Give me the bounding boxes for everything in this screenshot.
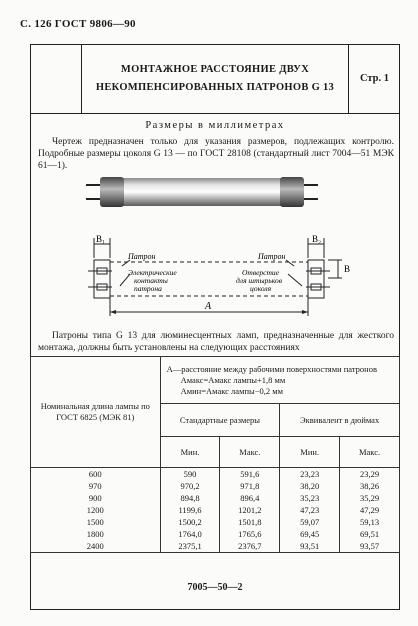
- table-cell: 59,07: [280, 516, 340, 528]
- inch-equiv-header: Эквивалент в дюймах: [280, 404, 400, 437]
- table-row: [31, 516, 400, 528]
- table-cell: 1200: [31, 504, 161, 516]
- b-label: B: [344, 264, 351, 274]
- table-cell: 69,51: [340, 528, 400, 540]
- table-cell: 38,26: [340, 480, 400, 492]
- table-cell: 591,6: [220, 468, 280, 481]
- b2-label: B₂: [312, 234, 322, 244]
- title-left-cell: [30, 44, 82, 113]
- hole-label-2: для штырьков: [236, 276, 282, 285]
- table-cell: 59,13: [340, 516, 400, 528]
- table-cell: 2376,7: [220, 540, 280, 553]
- max-inch-header: Макс.: [340, 437, 400, 468]
- table-cell: 590: [160, 468, 220, 481]
- contacts-label-3: патрона: [134, 284, 162, 293]
- dimensions-subtitle: Размеры в миллиметрах: [145, 120, 285, 131]
- min-header: Мин.: [160, 437, 220, 468]
- table-cell: 35,23: [280, 492, 340, 504]
- table-cell: 894,8: [160, 492, 220, 504]
- table-cell: 896,4: [220, 492, 280, 504]
- a-desc-line-3: Aмин=Aмакс лампы−0,2 мм: [180, 385, 284, 396]
- table-row: [31, 468, 400, 481]
- table-cell: 35,29: [340, 492, 400, 504]
- table-cell: 23,29: [340, 468, 400, 481]
- table-cell: 1764,0: [160, 528, 220, 540]
- table-header-row-1: [31, 357, 400, 404]
- lamp-right-cap: [280, 177, 318, 207]
- a-desc-line-2: Aмакс=Aмакс лампы+1,8 мм: [180, 374, 286, 385]
- patron-left-label: Патрон: [128, 252, 156, 261]
- table-cell: 69,45: [280, 528, 340, 540]
- min-inch-header: Мин.: [280, 437, 340, 468]
- a-description: [160, 357, 399, 404]
- left-holder: [88, 260, 112, 298]
- table-row: [31, 540, 400, 553]
- a-label: A: [205, 301, 212, 312]
- hole-label-3: цоколя: [250, 284, 272, 293]
- table-cell: 1500: [31, 516, 161, 528]
- table-cell: 970,2: [160, 480, 220, 492]
- table-cell: 1500,2: [160, 516, 220, 528]
- contacts-label-2: контакты: [134, 276, 168, 285]
- mounting-paragraph: Патроны типа G 13 для люминесцентных ламп, предназначенные для жесткого монтажа, должны быть установлены на следующих расстояниях: [38, 331, 394, 353]
- table-cell: 900: [31, 492, 161, 504]
- title-line-2: НЕКОМПЕНСИРОВАННЫХ ПАТРОНОВ G 13: [95, 81, 335, 93]
- table-row: [31, 492, 400, 504]
- hole-label-1: Отверстие: [242, 268, 279, 277]
- table-cell: 2375,1: [160, 540, 220, 553]
- table-row: [31, 504, 400, 516]
- table-cell: 600: [31, 468, 161, 481]
- lamp-drawing: [30, 168, 400, 232]
- intro-paragraph: Чертеж предназначен только для указания размеров, подлежащих контролю. Подробные размеры цоколя G 13 — по ГОСТ 28108 (стандартный лист 7004—51 МЭК 61—1).: [38, 137, 394, 171]
- table-cell: 970: [31, 480, 161, 492]
- table-cell: 1199,6: [160, 504, 220, 516]
- std-sizes-header: Стандартные размеры: [160, 404, 280, 437]
- table-cell: 1201,2: [220, 504, 280, 516]
- table-cell: 1765,6: [220, 528, 280, 540]
- page-header: С. 126 ГОСТ 9806—90: [20, 18, 136, 30]
- b1-label: B₁: [96, 234, 106, 244]
- table-row: [31, 480, 400, 492]
- table-cell: 971,8: [220, 480, 280, 492]
- title-block: [30, 44, 400, 114]
- table-cell: 38,20: [280, 480, 340, 492]
- table-row: [31, 528, 400, 540]
- title-text: [82, 44, 348, 113]
- table-cell: 1501,8: [220, 516, 280, 528]
- table-cell: 47,23: [280, 504, 340, 516]
- patron-right-label: Патрон: [258, 252, 286, 261]
- table-cell: 1800: [31, 528, 161, 540]
- table-cell: 2400: [31, 540, 161, 553]
- max-header: Макс.: [220, 437, 280, 468]
- col-nominal-header: Номинальная длина лампы по ГОСТ 6825 (МЭК 81): [31, 357, 161, 468]
- contacts-label-1: Электрические: [128, 268, 177, 277]
- page-label: Стр. 1: [348, 44, 400, 113]
- table-cell: 93,57: [340, 540, 400, 553]
- table-cell: 93,51: [280, 540, 340, 553]
- a-desc-line-1: А—расстояние между рабочими поверхностями патронов: [166, 363, 377, 374]
- footer-code: 7005—50—2: [187, 582, 243, 593]
- holder-diagram: [30, 232, 400, 328]
- table-cell: 23,23: [280, 468, 340, 481]
- title-line-1: МОНТАЖНОЕ РАССТОЯНИЕ ДВУХ: [120, 63, 310, 75]
- lamp-left-cap: [86, 177, 124, 207]
- lamp-tube: [122, 178, 282, 206]
- mounting-table: [30, 356, 400, 553]
- right-holder: [306, 260, 330, 298]
- table-cell: 47,29: [340, 504, 400, 516]
